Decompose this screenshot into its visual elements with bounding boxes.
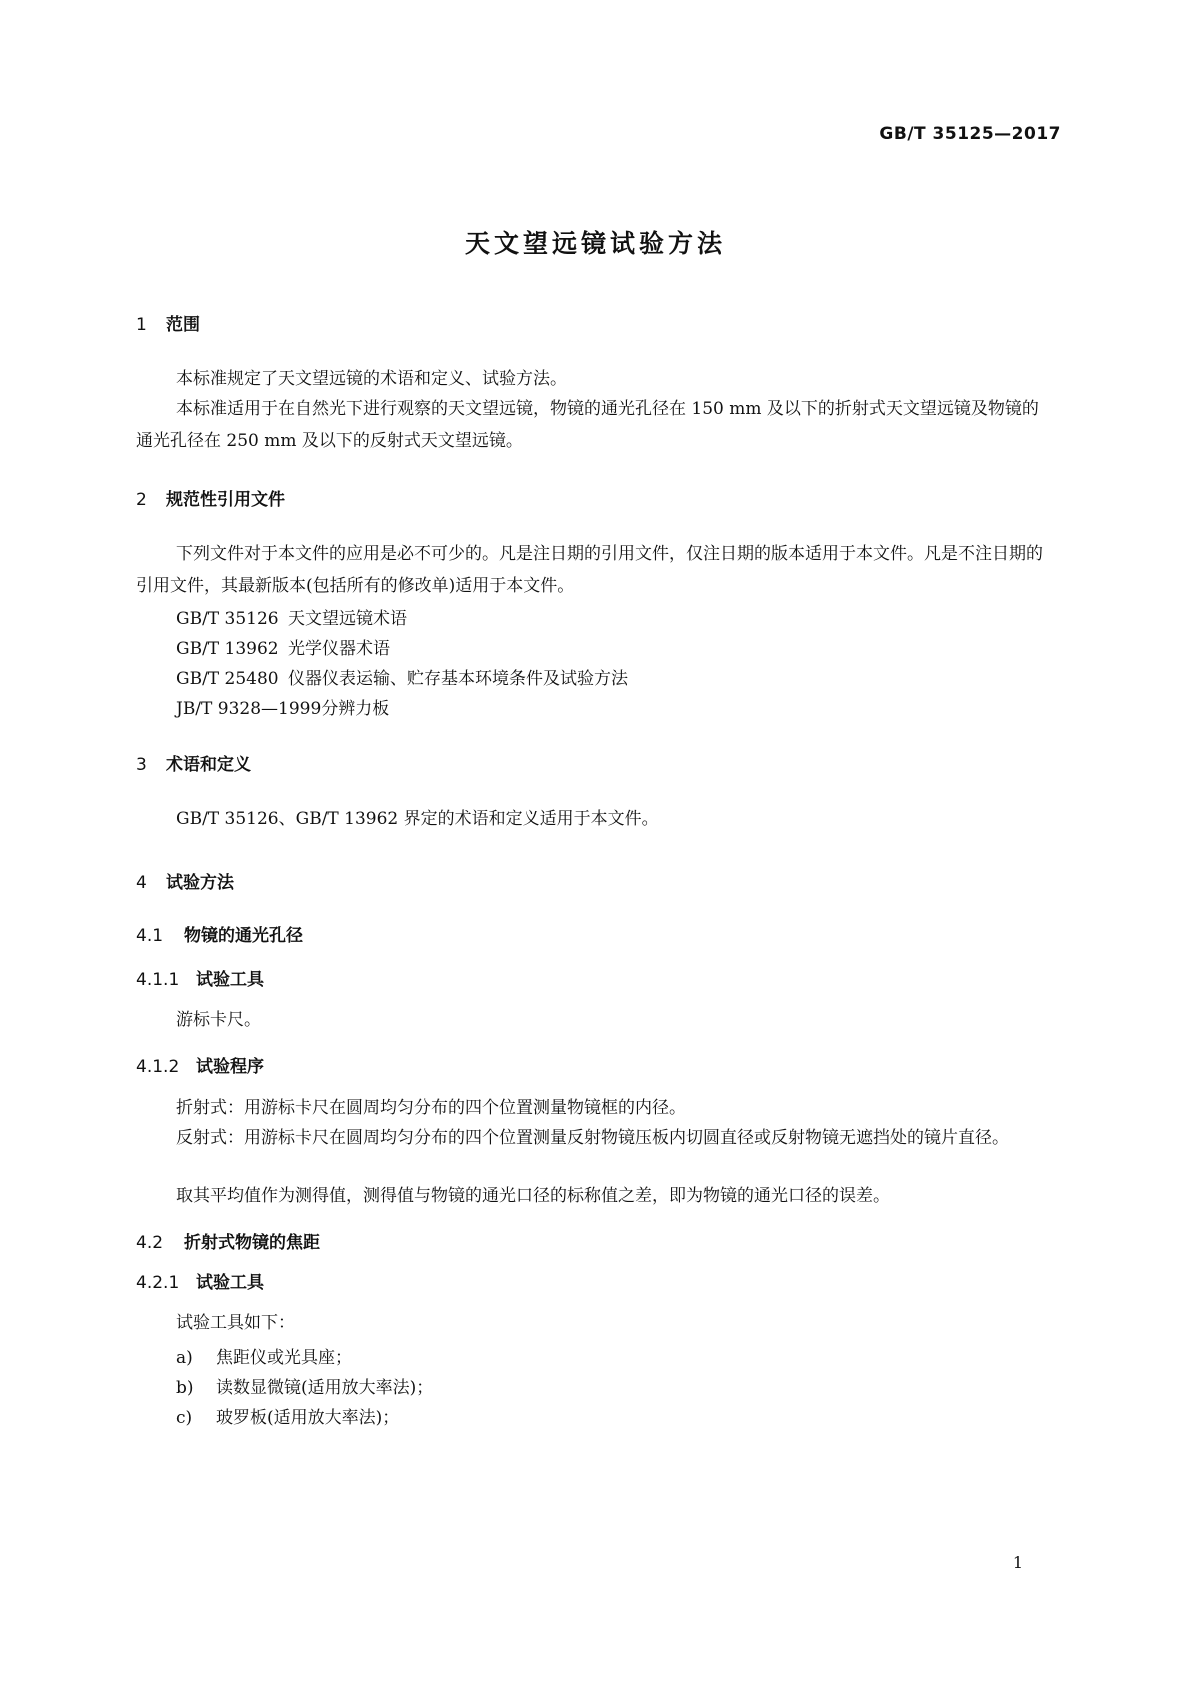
- section-number: 4: [136, 873, 147, 893]
- reference-name: 仪器仪表运输、贮存基本环境条件及试验方法: [288, 669, 628, 689]
- section-3-heading: [136, 750, 251, 775]
- section-title: 术语和定义: [166, 755, 251, 775]
- reference-name: 光学仪器术语: [288, 639, 390, 659]
- list-text: 焦距仪或光具座；: [216, 1348, 352, 1368]
- subsection-4-1-heading: [136, 921, 303, 946]
- paragraph: 游标卡尺。: [176, 1010, 261, 1030]
- subsection-4-1-1-heading: [136, 965, 264, 990]
- section-2-heading: [136, 485, 285, 510]
- list-item: [176, 1343, 352, 1368]
- reference-code: GB/T 25480: [176, 669, 279, 689]
- section-title: 范围: [166, 315, 200, 335]
- reference-item: [176, 634, 390, 659]
- reference-name: 天文望远镜术语: [288, 609, 407, 629]
- section-number: 4.2.1: [136, 1273, 180, 1293]
- section-title: 试验工具: [196, 1273, 264, 1293]
- list-marker: c): [176, 1408, 193, 1428]
- reference-code: JB/T 9328—1999: [176, 699, 322, 719]
- list-item: [176, 1403, 399, 1428]
- section-number: 2: [136, 490, 147, 510]
- reference-code: GB/T 13962: [176, 639, 279, 659]
- section-title: 物镜的通光孔径: [184, 926, 303, 946]
- section-title: 试验工具: [196, 970, 264, 990]
- paragraph: 取其平均值作为测得值，测得值与物镜的通光口径的标称值之差，即为物镜的通光口径的误差。: [176, 1186, 890, 1206]
- list-text: 读数显微镜(适用放大率法)；: [216, 1378, 434, 1398]
- section-number: 4.1.1: [136, 970, 180, 990]
- paragraph: GB/T 35126、GB/T 13962 界定的术语和定义适用于本文件。: [176, 809, 659, 829]
- list-marker: b): [176, 1378, 194, 1398]
- section-title: 折射式物镜的焦距: [184, 1233, 320, 1253]
- reference-item: [176, 664, 628, 689]
- subsection-4-2-1-heading: [136, 1268, 264, 1293]
- section-title: 试验方法: [166, 873, 234, 893]
- section-title: 规范性引用文件: [166, 490, 285, 510]
- paragraph: 试验工具如下：: [176, 1313, 295, 1333]
- section-number: 1: [136, 315, 147, 335]
- subsection-4-1-2-heading: [136, 1052, 264, 1077]
- list-marker: a): [176, 1348, 193, 1368]
- section-number: 4.2: [136, 1233, 164, 1253]
- paragraph: 本标准规定了天文望远镜的术语和定义、试验方法。: [176, 369, 567, 389]
- paragraph: 折射式：用游标卡尺在圆周均匀分布的四个位置测量物镜框的内径。: [176, 1098, 686, 1118]
- section-4-heading: [136, 868, 234, 893]
- paragraph: 下列文件对于本文件的应用是必不可少的。凡是注日期的引用文件，仅注日期的版本适用于本文件。凡是不注日期的引用文件，其最新版本(包括所有的修改单)适用于本文件。: [136, 544, 1043, 596]
- paragraph: 反射式：用游标卡尺在圆周均匀分布的四个位置测量反射物镜压板内切圆直径或反射物镜无遮挡处的镜片直径。: [176, 1128, 1009, 1148]
- page-number: 1: [1012, 1553, 1023, 1572]
- section-number: 3: [136, 755, 147, 775]
- section-1-heading: [136, 310, 200, 335]
- list-item: [176, 1373, 433, 1398]
- standard-code: GB/T 35125—2017: [879, 124, 1061, 144]
- section-number: 4.1: [136, 926, 164, 946]
- list-text: 玻罗板(适用放大率法)；: [216, 1408, 400, 1428]
- paragraph: 本标准适用于在自然光下进行观察的天文望远镜，物镜的通光孔径在 150 mm 及以下的折射式天文望远镜及物镜的通光孔径在 250 mm 及以下的反射式天文望远镜。: [136, 399, 1039, 451]
- reference-item: [176, 694, 389, 719]
- reference-name: 分辨力板: [321, 699, 390, 719]
- reference-item: [176, 604, 407, 629]
- reference-code: GB/T 35126: [176, 609, 279, 629]
- section-title: 试验程序: [196, 1057, 264, 1077]
- subsection-4-2-heading: [136, 1228, 320, 1253]
- section-number: 4.1.2: [136, 1057, 180, 1077]
- document-title: 天文望远镜试验方法: [464, 229, 726, 258]
